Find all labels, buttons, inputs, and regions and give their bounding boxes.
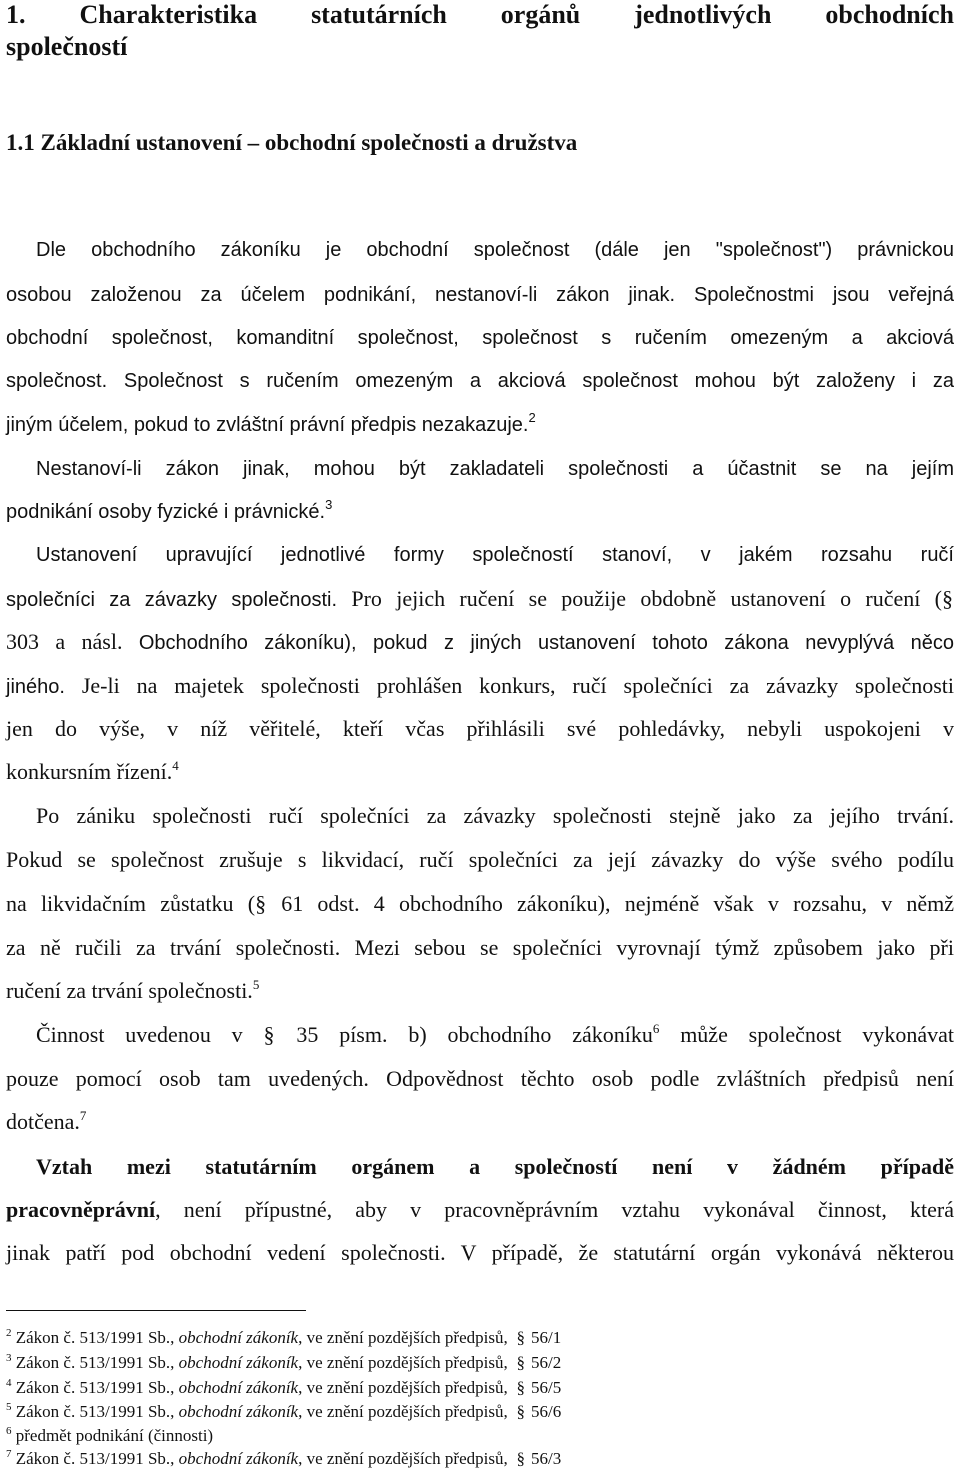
paragraph-4-line-4: za ně ručili za trvání společnosti. Mezi sebou se společníci vyrovnají týmž způsobem jako při: [6, 935, 954, 960]
footnote-ref-2[interactable]: 2: [528, 410, 536, 425]
footnote-separator: [6, 1310, 306, 1311]
paragraph-2-line-2: podnikání osoby fyzické i právnické.$^3$: [6, 497, 333, 523]
footnote-7: $^7$ Zákon č. 513/1991 Sb., obchodní zákoník, ve znění pozdějších předpisů, § 56/3: [6, 1448, 562, 1468]
footnote-4: $^4$ Zákon č. 513/1991 Sb., obchodní zákoník, ve znění pozdějších předpisů, § 56/5: [6, 1377, 562, 1397]
paragraph-6-line-2: pracovněprávní, není přípustné, aby v pracovněprávním vztahu vykonával činnost, která: [6, 1197, 954, 1222]
paragraph-4-line-5: ručení za trvání společnosti.$^5$: [6, 977, 260, 1003]
section-heading: 1.1 Základní ustanovení – obchodní společnosti a družstva: [6, 130, 578, 155]
paragraph-3-line-5: jen do výše, v níž věřitelé, kteří včas přihlásili své pohledávky, nebyli uspokojeni v: [6, 716, 954, 741]
footnote-ref-6[interactable]: 6: [652, 1021, 660, 1036]
paragraph-1-line-1: Dle obchodního zákoníku je obchodní společnost (dále jen "společnost") právnickou: [36, 239, 954, 261]
chapter-heading-line-2: společností: [6, 32, 128, 61]
paragraph-4-line-1: Po zániku společnosti ručí společníci za závazky společnosti stejně jako za jejího trvání.: [36, 803, 954, 828]
paragraph-3-line-2: společníci za závazky společnosti. Pro jejich ručení se použije obdobně ustanovení o ručení (§: [6, 584, 954, 615]
paragraph-5-line-2: pouze pomocí osob tam uvedených. Odpovědnost těchto osob podle zvláštních předpisů není: [6, 1066, 954, 1091]
section-symbol: §: [263, 1022, 275, 1047]
paragraph-1-line-4: společnost. Společnost s ručením omezeným a akciová společnost mohou být založeny i za: [6, 370, 954, 392]
paragraph-3-line-1: Ustanovení upravující jednotlivé formy společností stanoví, v jakém rozsahu ručí: [36, 544, 954, 566]
footnote-6: $^6$ předmět podnikání (činnosti): [6, 1425, 214, 1445]
paragraph-5-line-3: dotčena.$^7$: [6, 1108, 87, 1134]
footnote-2: $^2$ Zákon č. 513/1991 Sb., obchodní zákoník, ve znění pozdějších předpisů, § 56/1: [6, 1327, 562, 1347]
footnote-ref-7[interactable]: 7: [79, 1108, 87, 1123]
footnote-ref-4[interactable]: 4: [172, 758, 179, 773]
paragraph-6-line-1: Vztah mezi statutárním orgánem a společností není v žádném případě: [36, 1154, 954, 1179]
paragraph-4-line-2: Pokud se společnost zrušuje s likvidací, ručí společníci za její závazky do výše svého podílu: [6, 847, 954, 872]
paragraph-2-line-1: Nestanoví-li zákon jinak, mohou být zakladateli společnosti a účastnit se na jejím: [36, 458, 954, 480]
footnote-ref-3[interactable]: 3: [325, 497, 333, 512]
section-symbol: §: [255, 891, 267, 916]
paragraph-4-line-3: na likvidačním zůstatku (§ 61 odst. 4 obchodního zákoníku), nejméně však v rozsahu, v němž: [6, 889, 954, 919]
section-symbol: §: [942, 586, 953, 611]
footnote-ref-5[interactable]: 5: [252, 977, 260, 992]
chapter-heading-line-1: 1. Charakteristika statutárních orgánů jednotlivých obchodních: [6, 0, 954, 29]
paragraph-1-line-5: jiným účelem, pokud to zvláštní právní předpis nezakazuje.$^2$: [6, 410, 536, 436]
paragraph-3-line-4: jiného. Je-li na majetek společnosti prohlášen konkurs, ručí společníci za závazky společnosti: [6, 673, 955, 698]
paragraph-1-line-3: obchodní společnost, komanditní společnost, společnost s ručením omezeným a akciová: [6, 327, 954, 349]
paragraph-1-line-2: osobou založenou za účelem podnikání, nestanoví-li zákon jinak. Společnostmi jsou veřejná: [6, 284, 955, 306]
paragraph-5-line-1: Činnost uvedenou v § 35 písm. b) obchodního zákoníku$^6$ může společnost vykonávat: [36, 1020, 954, 1050]
footnote-3: $^3$ Zákon č. 513/1991 Sb., obchodní zákoník, ve znění pozdějších předpisů, § 56/2: [6, 1352, 562, 1372]
paragraph-3-line-6: konkursním řízení.$^4$: [6, 758, 179, 784]
paragraph-6-line-3: jinak patří pod obchodní vedení společnosti. V případě, že statutární orgán vykonává některou: [6, 1240, 954, 1265]
footnote-5: $^5$ Zákon č. 513/1991 Sb., obchodní zákoník, ve znění pozdějších předpisů, § 56/6: [6, 1401, 562, 1421]
paragraph-3-line-3: 303 a násl. Obchodního zákoníku), pokud z jiných ustanovení tohoto zákona nevyplývá něco: [6, 629, 954, 654]
